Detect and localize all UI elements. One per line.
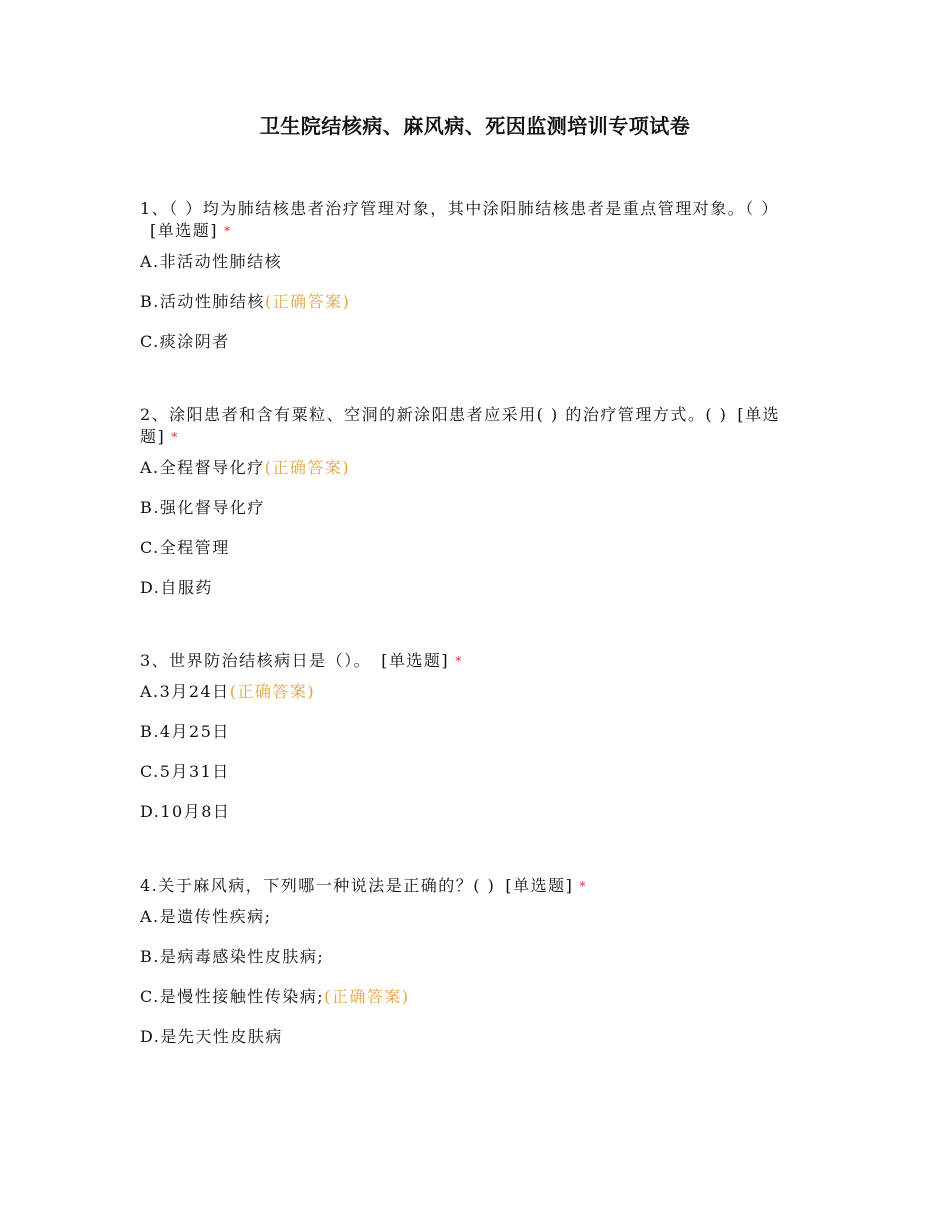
question-text <box>140 875 790 898</box>
option-text: C.是慢性接触性传染病; <box>140 987 325 1006</box>
question-text <box>140 650 790 673</box>
question-2 <box>140 404 790 617</box>
option-c <box>140 331 790 371</box>
question-type-label: [单选题] <box>140 405 781 446</box>
required-mark: * <box>579 879 587 893</box>
option-a <box>140 906 790 946</box>
question-type-label: [单选题] <box>381 651 450 670</box>
option-b <box>140 291 790 331</box>
question-type-label: [单选题] <box>150 221 218 240</box>
option-d <box>140 801 790 841</box>
correct-answer-label: (正确答案) <box>229 682 316 701</box>
correct-answer-label: (正确答案) <box>264 292 351 311</box>
question-4 <box>140 875 790 1066</box>
option-b <box>140 946 790 986</box>
option-b <box>140 721 790 761</box>
question-3 <box>140 650 790 841</box>
option-text: D.10月8日 <box>140 802 231 821</box>
option-c <box>140 537 790 577</box>
option-text: D.自服药 <box>140 578 213 597</box>
option-d <box>140 1026 790 1066</box>
option-text: B.活动性肺结核 <box>140 292 265 311</box>
question-text <box>140 198 790 243</box>
option-text: C.5月31日 <box>140 762 230 781</box>
question-stem: 4.关于麻风病，下列哪一种说法是正确的？( ) <box>140 876 496 895</box>
option-a <box>140 457 790 497</box>
question-stem: 1、（ ）均为肺结核患者治疗管理对象，其中涂阳肺结核患者是重点管理对象。（ ） <box>140 199 779 218</box>
question-1 <box>140 198 790 371</box>
question-type-label: [单选题] <box>505 876 574 895</box>
option-d <box>140 577 790 617</box>
option-text: C.全程管理 <box>140 538 230 557</box>
required-mark: * <box>224 224 232 238</box>
option-text: C.痰涂阴者 <box>140 332 230 351</box>
option-text: D.是先天性皮肤病 <box>140 1027 283 1046</box>
option-text: A.是遗传性疾病; <box>140 907 272 926</box>
option-a <box>140 681 790 721</box>
option-text: A.全程督导化疗 <box>140 458 265 477</box>
question-stem: 2、涂阳患者和含有粟粒、空洞的新涂阳患者应采用( ) 的治疗管理方式。( ) <box>140 405 728 424</box>
option-text: A.3月24日 <box>140 682 230 701</box>
option-text: B.是病毒感染性皮肤病; <box>140 947 325 966</box>
correct-answer-label: (正确答案) <box>264 458 351 477</box>
page-title: 卫生院结核病、麻风病、死因监测培训专项试卷 <box>259 114 691 138</box>
correct-answer-label: (正确答案) <box>324 987 410 1006</box>
option-c <box>140 761 790 801</box>
option-text: B.4月25日 <box>140 722 230 741</box>
option-text: B.强化督导化疗 <box>140 498 265 517</box>
option-a <box>140 251 790 291</box>
option-b <box>140 497 790 537</box>
required-mark: * <box>171 430 179 444</box>
question-text <box>140 404 790 449</box>
question-stem: 3、世界防治结核病日是（）。 <box>140 651 372 670</box>
option-c <box>140 986 790 1026</box>
option-text: A.非活动性肺结核 <box>140 252 283 271</box>
required-mark: * <box>455 654 463 668</box>
